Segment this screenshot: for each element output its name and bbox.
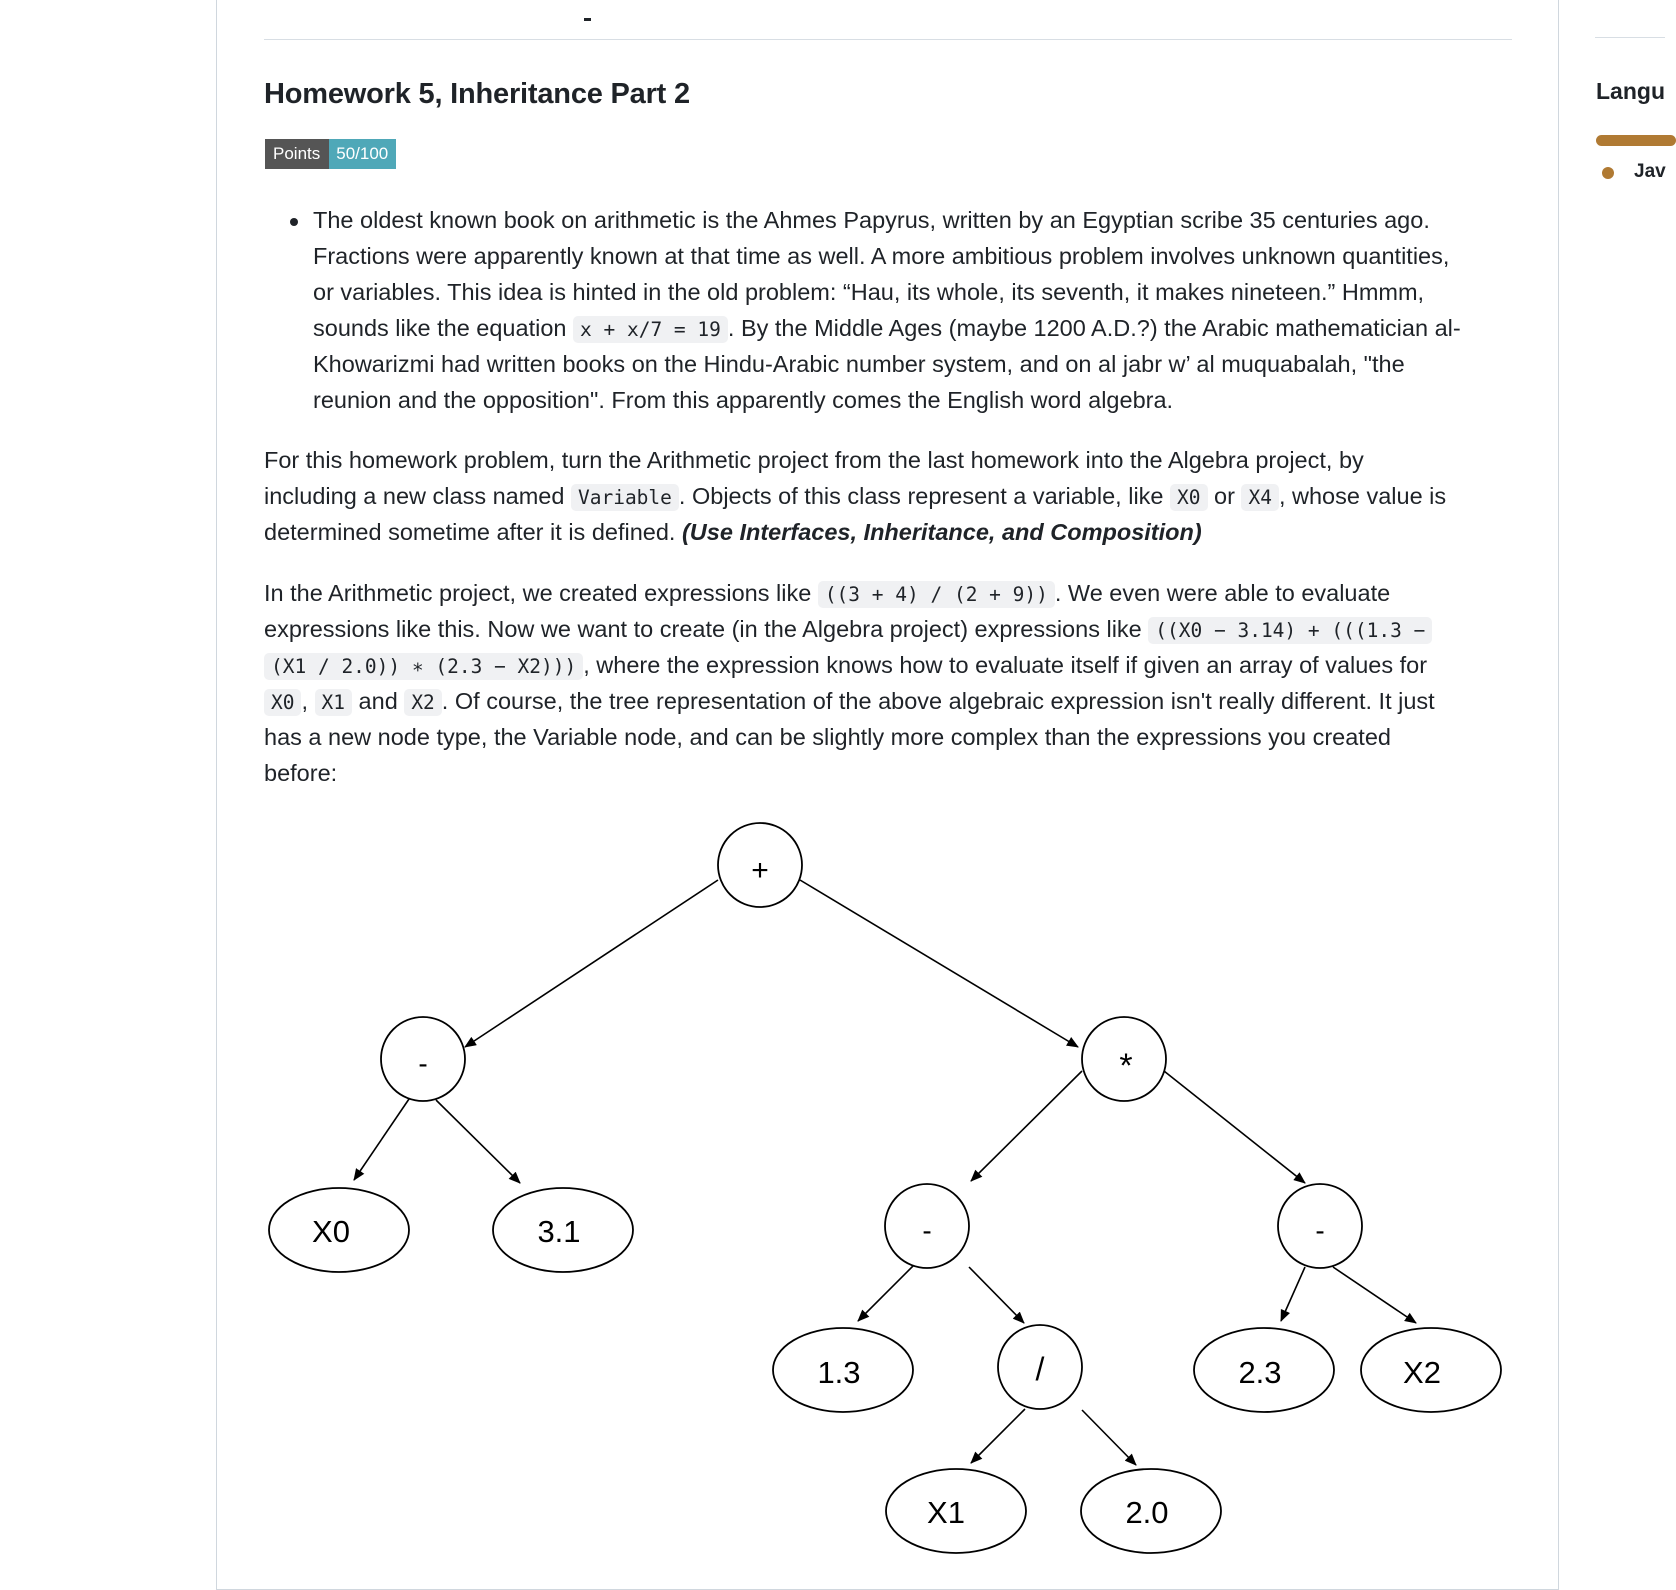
text-line: The oldest known book on arithmetic is the Ahmes Papyrus, written by an Egyptian scribe 35 centuries ago. [313, 207, 1430, 233]
text-line: before: [264, 760, 338, 786]
text-fragment: , where the expression knows how to evaluate itself if given an array of values for [583, 652, 1428, 678]
language-name-link[interactable]: Jav [1634, 161, 1666, 182]
text-line: has a new node type, the Variable node, and can be slightly more complex than the expressions you created [264, 724, 1391, 750]
tree-nodes [269, 823, 1501, 1553]
text-line: For this homework problem, turn the Arithmetic project from the last homework into the Algebra project, by [264, 447, 1364, 473]
text-fragment: . Of course, the tree representation of the above algebraic expression isn't really different. It just [441, 688, 1435, 714]
text-fragment: and [352, 688, 405, 714]
edge-minus-x0 [354, 1099, 409, 1180]
variable-class-code: Variable [571, 484, 679, 511]
label-div: / [1035, 1351, 1045, 1387]
text-fragment: . Objects of this class represent a variable, like [678, 483, 1171, 509]
edge-root-left [465, 880, 718, 1047]
edge-div-x1 [971, 1409, 1025, 1463]
text-line: Fractions were apparently known at that time as well. A more ambitious problem involves unknown quantities, [313, 243, 1450, 269]
x4-code: X4 [1241, 484, 1278, 511]
edge-times-right [1164, 1071, 1305, 1183]
algebra-expression-code-cont: (X1 / 2.0)) ∗ (2.3 − X2))) [264, 653, 583, 680]
text-line: or variables. This idea is hinted in the old problem: “Hau, its whole, its seventh, it makes nineteen.” Hmmm, [313, 279, 1425, 305]
edge-minus-31 [436, 1100, 520, 1183]
text-line: Khowarizmi had written books on the Hindu-Arabic number system, and on al jabr w’ al muquabalah, "the [313, 351, 1405, 377]
text-fragment: . We even were able to evaluate [1054, 580, 1391, 606]
x0-code: X0 [1170, 484, 1207, 511]
points-badge-label: Points [265, 139, 329, 169]
label-plus: + [751, 854, 769, 887]
equation-code: x + x/7 = 19 [573, 316, 728, 343]
text-fragment: . By the Middle Ages (maybe 1200 A.D.?) the Arabic mathematician al- [727, 315, 1461, 341]
edge-minusmid-div [969, 1267, 1024, 1323]
text-fragment: , whose value is [1278, 483, 1447, 509]
label-x0: X0 [312, 1214, 350, 1249]
edge-minusright-23 [1281, 1267, 1305, 1321]
label-minus-mid: - [922, 1215, 932, 1246]
arithmetic-expression-code: ((3 + 4) / (2 + 9)) [818, 581, 1055, 608]
text-fragment: including a new class named [264, 483, 571, 509]
text-fragment: sounds like the equation [313, 315, 573, 341]
tree-labels [312, 854, 1441, 1530]
x0-code: X0 [264, 689, 301, 716]
label-23: 2.3 [1238, 1355, 1282, 1390]
edge-minusmid-13 [858, 1266, 913, 1321]
language-color-dot [1602, 167, 1614, 179]
label-13: 1.3 [817, 1355, 861, 1390]
label-x2: X2 [1403, 1355, 1441, 1390]
text-fragment: In the Arithmetic project, we created expressions like [264, 580, 818, 606]
label-31: 3.1 [537, 1214, 581, 1249]
points-badge-value: 50/100 [329, 139, 396, 169]
label-20: 2.0 [1125, 1495, 1169, 1530]
x1-code: X1 [315, 689, 352, 716]
text-fragment: , [301, 688, 315, 714]
x2-code: X2 [404, 689, 441, 716]
emphasis-text: (Use Interfaces, Inheritance, and Composition) [681, 519, 1202, 545]
text-fragment: determined sometime after it is defined. [264, 519, 682, 545]
text-line: reunion and the opposition". From this apparently comes the English word algebra. [313, 387, 1174, 413]
text-fragment: or [1207, 483, 1242, 509]
label-minus-right: - [1315, 1215, 1325, 1246]
homework-title: Homework 5, Inheritance Part 2 [264, 78, 690, 110]
algebra-expression-code: ((X0 − 3.14) + (((1.3 − [1148, 617, 1432, 644]
edge-minusright-x2 [1333, 1267, 1416, 1323]
label-times: * [1119, 1047, 1133, 1085]
label-minus-left: - [418, 1048, 428, 1079]
languages-heading: Langu [1596, 78, 1665, 104]
label-x1: X1 [927, 1495, 965, 1530]
edge-times-left [971, 1071, 1082, 1181]
edge-root-right [800, 880, 1078, 1047]
text-fragment: expressions like this. Now we want to create (in the Algebra project) expressions like [264, 616, 1149, 642]
edge-div-20 [1082, 1410, 1136, 1465]
language-bar [1596, 135, 1676, 146]
